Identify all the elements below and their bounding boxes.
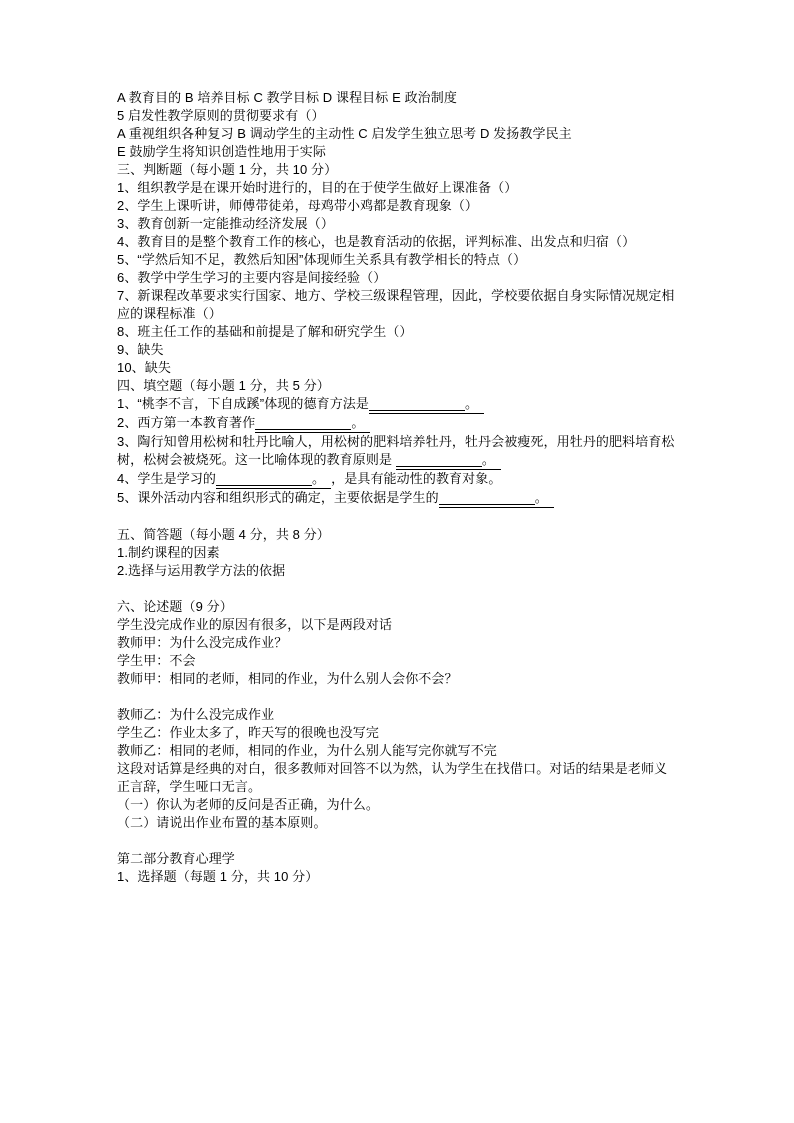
choice-line-a: A 教育目的 B 培养目标 C 教学目标 D 课程目标 E 政治制度 bbox=[117, 90, 457, 105]
fill-blank-item-4 bbox=[117, 470, 677, 489]
dialogue-a-line-1: 教师甲：为什么没完成作业？ bbox=[117, 635, 288, 650]
dialogue-b-line-2: 学生乙：作业太多了，昨天写的很晚也没写完 bbox=[117, 725, 380, 740]
fill-blank-item-3 bbox=[117, 433, 677, 470]
true-false-item-4: 4、教育目的是整个教育工作的核心，也是教育活动的依据，评判标准、出发点和归宿（） bbox=[117, 234, 636, 249]
question-5-stem: 5 启发性教学原则的贯彻要求有（） bbox=[117, 108, 325, 123]
question-5-options-abcd: A 重视组织各种复习 B 调动学生的主动性 C 启发学生独立思考 D 发扬教学民主 bbox=[117, 126, 572, 141]
dialogue-b-line-3: 教师乙：相同的老师，相同的作业，为什么别人能写完你就写不完 bbox=[117, 743, 497, 758]
fill-blank-item-1 bbox=[117, 395, 677, 414]
fill-blank-item-4-blank bbox=[216, 470, 331, 489]
dialogue-spacer bbox=[117, 688, 677, 706]
fill-blank-item-1-text: 1、“桃李不言，下自成蹊”体现的德育方法是 bbox=[117, 396, 369, 411]
section-heading-true-false: 三、判断题（每小题 1 分，共 10 分） bbox=[117, 162, 338, 177]
true-false-item-8: 8、班主任工作的基础和前提是了解和研究学生（） bbox=[117, 324, 413, 339]
fill-blank-item-5-rule bbox=[439, 490, 535, 505]
short-answer-item-2: 2.选择与运用教学方法的依据 bbox=[117, 563, 286, 578]
fill-blank-item-3-rule bbox=[396, 452, 482, 467]
fill-blank-item-2-period: 。 bbox=[351, 415, 365, 430]
section-heading-fill-blank: 四、填空题（每小题 1 分，共 5 分） bbox=[117, 378, 330, 393]
true-false-item-10: 10、缺失 bbox=[117, 360, 171, 375]
dialogue-b-line-1: 教师乙：为什么没完成作业 bbox=[117, 707, 275, 722]
true-false-item-9: 9、缺失 bbox=[117, 342, 164, 357]
dialogue-a-line-3: 教师甲：相同的老师，相同的作业，为什么别人会你不会？ bbox=[117, 671, 458, 686]
fill-blank-item-2 bbox=[117, 414, 677, 433]
essay-question-1: （一）你认为老师的反问是否正确，为什么。 bbox=[117, 797, 380, 812]
fill-blank-item-2-text: 2、西方第一本教育著作 bbox=[117, 415, 256, 430]
true-false-item-5: 5、“学然后知不足，教然后知困”体现师生关系具有教学相长的特点（） bbox=[117, 252, 527, 267]
section-spacer-2 bbox=[117, 580, 677, 598]
true-false-item-2: 2、学生上课听讲，师傅带徒弟，母鸡带小鸡都是教育现象（） bbox=[117, 198, 479, 213]
fill-blank-item-1-blank bbox=[369, 395, 484, 414]
fill-blank-item-1-period: 。 bbox=[465, 396, 479, 411]
fill-blank-item-3-period: 。 bbox=[481, 452, 495, 467]
fill-blank-item-4-trailing: ，是具有能动性的教育对象。 bbox=[331, 471, 502, 486]
dialogue-a-line-2: 学生甲：不会 bbox=[117, 653, 196, 668]
part-two-section-heading: 1、选择题（每题 1 分，共 10 分） bbox=[117, 869, 319, 884]
fill-blank-item-3-text: 3、陶行知曾用松树和牡丹比喻人，用松树的肥料培养牡丹，牡丹会被瘦死，用牡丹的肥料培育松树，松树会被烧死。这一比喻体现的教育原则是 bbox=[117, 434, 675, 467]
fill-blank-item-5-period: 。 bbox=[534, 490, 548, 505]
true-false-item-6: 6、教学中学生学习的主要内容是间接经验（） bbox=[117, 270, 387, 285]
fill-blank-item-5-text: 5、课外活动内容和组织形式的确定，主要依据是学生的 bbox=[117, 490, 439, 505]
document-body bbox=[117, 89, 677, 886]
section-spacer-3 bbox=[117, 832, 677, 850]
short-answer-item-1: 1.制约课程的因素 bbox=[117, 545, 220, 560]
fill-blank-item-4-text: 4、学生是学习的 bbox=[117, 471, 217, 486]
essay-intro: 学生没完成作业的原因有很多，以下是两段对话 bbox=[117, 617, 393, 632]
true-false-item-1: 1、组织教学是在课开始时进行的，目的在于使学生做好上课准备（） bbox=[117, 180, 518, 195]
part-two-title: 第二部分教育心理学 bbox=[117, 851, 235, 866]
section-heading-short-answer: 五、简答题（每小题 4 分，共 8 分） bbox=[117, 527, 330, 542]
fill-blank-item-4-rule bbox=[216, 471, 312, 486]
fill-blank-item-4-period: 。 bbox=[312, 471, 326, 486]
fill-blank-item-1-rule bbox=[369, 396, 465, 411]
fill-blank-item-5 bbox=[117, 489, 677, 508]
fill-blank-item-2-rule bbox=[255, 415, 351, 430]
fill-blank-item-3-blank bbox=[396, 451, 501, 470]
true-false-item-7: 7、新课程改革要求实行国家、地方、学校三级课程管理，因此，学校要依据自身实际情况规定相应的课程标准（） bbox=[117, 288, 675, 321]
question-5-option-e: E 鼓励学生将知识创造性地用于实际 bbox=[117, 144, 326, 159]
essay-question-2: （二）请说出作业布置的基本原则。 bbox=[117, 815, 327, 830]
fill-blank-item-2-blank bbox=[255, 414, 370, 433]
section-heading-essay: 六、论述题（9 分） bbox=[117, 599, 233, 614]
section-spacer-1 bbox=[117, 508, 677, 526]
fill-blank-item-5-blank bbox=[439, 489, 554, 508]
essay-commentary: 这段对话算是经典的对白，很多教师对回答不以为然，认为学生在找借口。对话的结果是老师义正言辞，学生哑口无言。 bbox=[117, 761, 668, 794]
true-false-item-3: 3、教育创新一定能推动经济发展（） bbox=[117, 216, 334, 231]
